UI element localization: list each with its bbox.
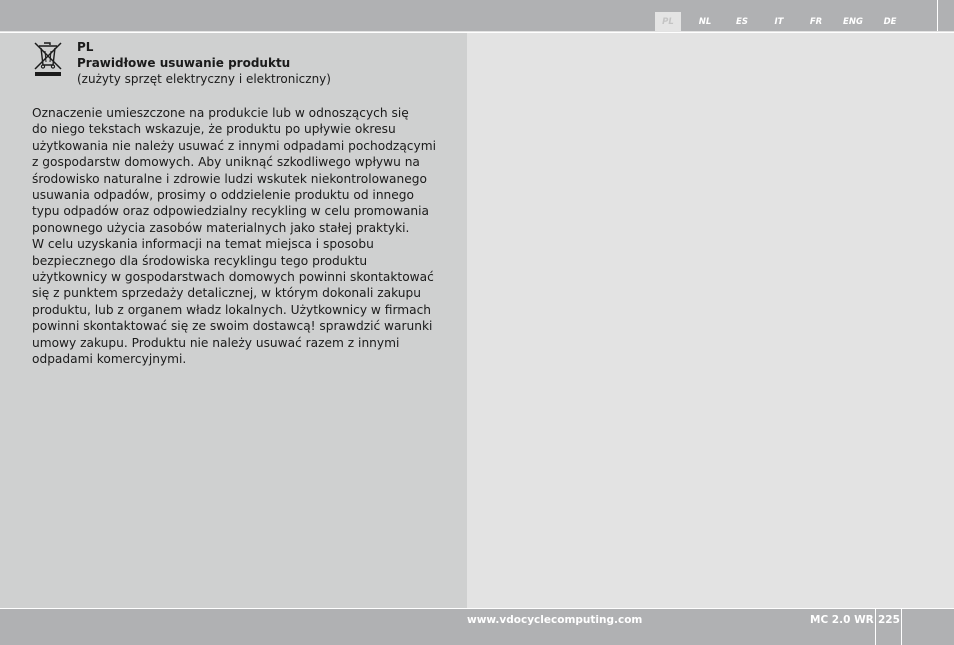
lang-tab-it[interactable]: IT — [774, 17, 784, 27]
lang-tab-pl[interactable]: PL — [655, 12, 681, 31]
section-title: Prawidłowe usuwanie produktu — [77, 56, 291, 70]
lang-tab-es[interactable]: ES — [736, 17, 748, 27]
footer-separator — [875, 609, 876, 645]
crossed-out-wheelie-bin-icon — [32, 40, 64, 76]
top-bar-separator — [937, 0, 938, 31]
section-subtitle: (zużyty sprzęt elektryczny i elektroniczny) — [77, 72, 331, 86]
lang-tab-fr[interactable]: FR — [809, 17, 823, 27]
lang-tab-nl[interactable]: NL — [698, 17, 712, 27]
section-language-code: PL — [77, 40, 94, 54]
footer-website-link[interactable]: www.vdocyclecomputing.com — [467, 614, 643, 626]
footer-page-number: 225 — [878, 614, 900, 626]
blank-panel — [467, 33, 954, 608]
section-header — [77, 39, 457, 87]
section-body-text: Oznaczenie umieszczone na produkcie lub w odnoszących się do niego tekstach wskazuje, że produktu po upływie okresu użytkowania nie należy usuwać z innymi odpadami pochodzącymi z gospodarstw domowych. Aby uniknąć szkodliwego wpływu na środowisko naturalne i zdrowie ludzi wskutek niekontrolowanego usuwania odpadów, prosimy o oddzielenie produktu od innego typu odpadów oraz odpowiedzialny recykling w celu promowania ponownego użycia zasobów materialnych jako stałej praktyki. W celu uzyskania informacji na temat miejsca i sposobu bezpiecznego dla środowiska recyklingu tego produktu użytkownicy w gospodarstwach domowych powinni skontaktować się z punktem sprzedaży detalicznej, w którym dokonali zakupu produktu, lub z organem władz lokalnych. Użytkownicy w firmach powinni skontaktować się ze swoim dostawcą! sprawdzić warunki umowy zakupu. Produktu nie należy usuwać razem z innymi odpadami komercyjnymi. — [32, 106, 436, 367]
footer-model-name: MC 2.0 WR — [810, 614, 874, 626]
footer-separator — [901, 609, 902, 645]
lang-tab-de[interactable]: DE — [883, 17, 897, 27]
lang-tab-eng[interactable]: ENG — [843, 17, 863, 27]
